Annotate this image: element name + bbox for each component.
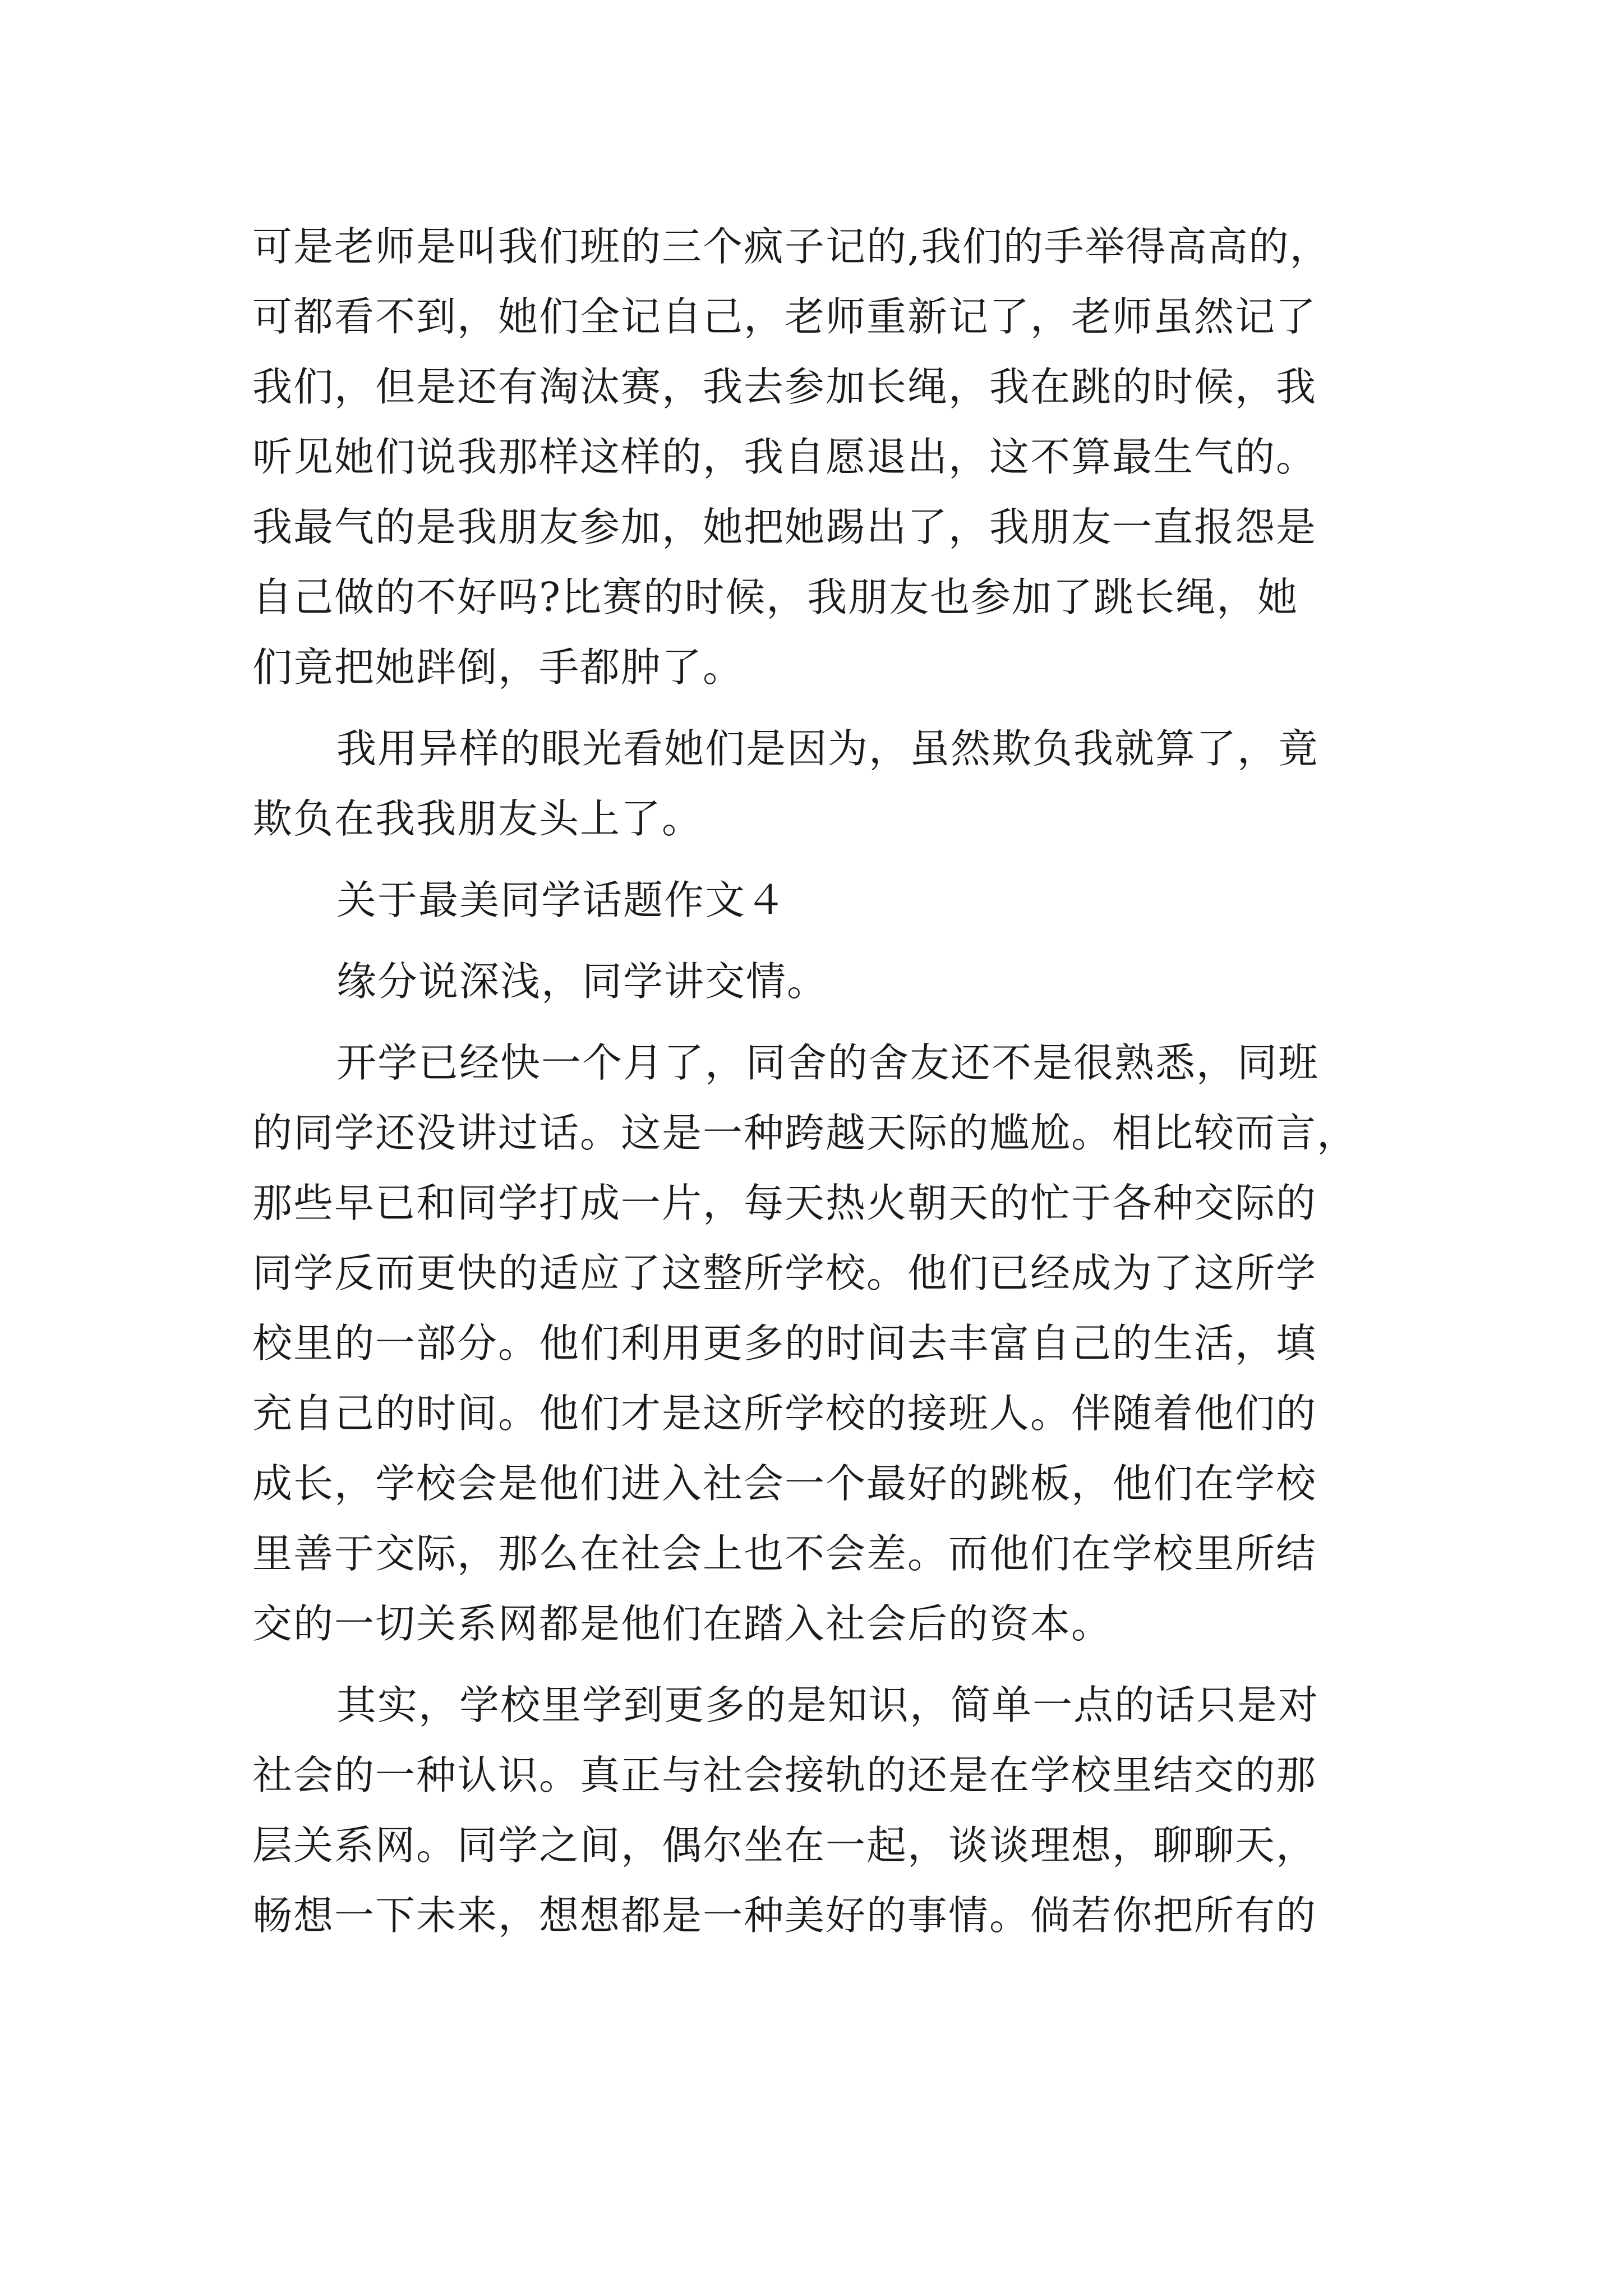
text-line: 同学反而更快的适应了这整所学校。他们已经成为了这所学 [252,1250,1317,1296]
text-line: 成长，学校会是他们进入社会一个最好的跳板，他们在学校 [252,1460,1317,1507]
text-line: 我们，但是还有淘汰赛，我去参加长绳，我在跳的时候，我 [252,364,1317,410]
text-line: 里善于交际，那么在社会上也不会差。而他们在学校里所结 [252,1530,1317,1577]
text-line: 我用异样的眼光看她们是因为，虽然欺负我就算了，竟 [336,725,1320,772]
text-line: 自己做的不好吗?比赛的时候，我朋友也参加了跳长绳，她 [252,574,1299,620]
text-line: 的同学还没讲过话。这是一种跨越天际的尴尬。相比较而言， [252,1110,1358,1156]
text-line: 其实，学校里学到更多的是知识，简单一点的话只是对 [336,1682,1320,1728]
text-line: 层关系网。同学之间，偶尔坐在一起，谈谈理想，聊聊天， [252,1822,1317,1869]
text-line: 交的一切关系网都是他们在踏入社会后的资本。 [252,1600,1113,1647]
text-line: 校里的一部分。他们利用更多的时间去丰富自己的生活，填 [252,1320,1317,1366]
text-line: 听见她们说我那样这样的，我自愿退出，这不算最生气的。 [252,434,1317,480]
text-line: 社会的一种认识。真正与社会接轨的还是在学校里结交的那 [252,1752,1317,1798]
text-line: 可是老师是叫我们班的三个疯子记的,我们的手举得高高的， [252,223,1331,270]
text-line: 们竟把她跘倒，手都肿了。 [252,644,744,691]
text-line: 缘分说深浅，同学讲交情。 [336,958,828,1005]
text-line: 可都看不到，她们全记自己，老师重新记了，老师虽然记了 [252,293,1317,340]
text-line: 我最气的是我朋友参加，她把她踢出了，我朋友一直报怨是 [252,504,1317,550]
text-line: 欺负在我我朋友头上了。 [252,795,703,842]
text-line: 开学已经快一个月了，同舍的舍友还不是很熟悉，同班 [336,1039,1320,1086]
text-line: 那些早已和同学打成一片，每天热火朝天的忙于各种交际的 [252,1180,1317,1226]
section-heading: 关于最美同学话题作文４ [336,877,787,923]
text-line: 畅想一下未来，想想都是一种美好的事情。倘若你把所有的 [252,1892,1317,1939]
text-line: 充自己的时间。他们才是这所学校的接班人。伴随着他们的 [252,1390,1317,1437]
